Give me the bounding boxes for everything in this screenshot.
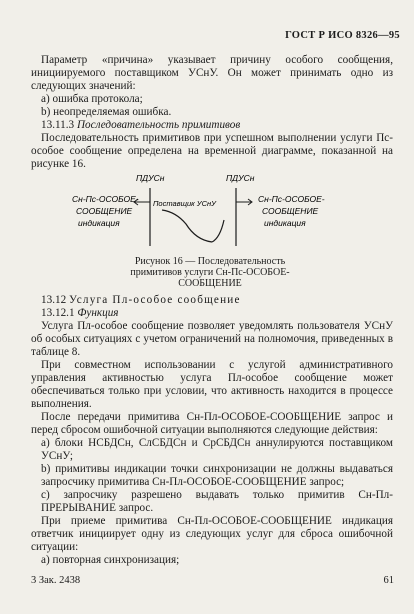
paragraph-primitive-sequence: Последовательность примитивов при успешном выполнении услуги Пс-особое сообщение определена на временной диаграмме, показанной на рисунке 16. [31,132,393,170]
list-item-resync: а) повторная синхронизация; [41,554,180,566]
section-title: Последовательность примитивов [76,119,241,131]
paragraph-after-request: После передачи примитива Сн-Пл-ОСОБОЕ-СООБЩЕНИЕ запрос и перед сбросом ошибочной ситуации выполняются следующие действия: [31,411,393,436]
tilde-curve [162,210,212,242]
standard-header: ГОСТ Р ИСО 8326—95 [285,30,400,41]
paragraph-activity-management: При совместном использовании с услугой административного управления активностью услуга Пл-особое сообщение может обеспечиваться только при условии, что активность находится в процессе выполнения. [31,359,393,410]
right-box-line-2: СООБЩЕНИЕ [262,206,319,216]
section-number: 13.11.3 [41,119,75,131]
left-box-line-2: СООБЩЕНИЕ [76,206,133,216]
list-item-sync-indication: b) примитивы индикации точки синхронизации не должны выдаваться запросчику примитива Сн-Пл-ОСОБОЕ-СООБЩЕНИЕ запрос; [41,463,393,488]
figure-16-caption [110,256,310,289]
center-provider-label: Поставщик УСнУ [153,199,216,208]
caption-line-1: Рисунок 16 — Последовательность [134,256,286,267]
tilde-curve-tail [212,220,224,242]
left-box-line-1: Сн-Пс-ОСОБОЕ- [72,194,139,204]
caption-line-2: примитивов услуги Сн-Пс-ОСОБОЕ- [130,267,290,278]
page-number: 61 [383,575,394,586]
subsection-number: 13.12.1 [41,307,75,319]
section-heading-13-11-3 [31,119,393,132]
right-box-line-1: Сн-Пс-ОСОБОЕ- [258,194,325,204]
text-block-upper [31,54,393,171]
list-item-protocol-error: а) ошибка протокола; [41,93,143,105]
left-box-line-3: индикация [78,218,120,228]
paragraph-service-function: Услуга Пл-особое сообщение позволяет уведомлять пользователя УСнУ об особых ситуациях с учетом ограничений на полномочия, приведенных в таблице 8. [31,320,393,358]
right-arrow [236,199,252,205]
text-block-lower [31,294,393,567]
list-item-interrupt-only: с) запросчику разрешено выдавать только примитив Сн-Пл-ПРЕРЫВАНИЕ запрос. [41,489,393,514]
list-item-undefined-error: b) неопределяемая ошибка. [41,106,172,118]
section-heading-13-12 [31,294,393,307]
left-top-label: ПДУСн [136,173,165,183]
list-item-blocks-cancelled: а) блоки НСБДСн, СлСБДСн и СрСБДСн аннулируются поставщиком УСнУ; [41,437,393,462]
figure-16-diagram [70,168,330,253]
caption-line-3: СООБЩЕНИЕ [178,278,242,289]
paragraph-on-receipt: При приеме примитива Сн-Пл-ОСОБОЕ-СООБЩЕНИЕ индикация ответчик инициирует одну из следующих услуг для сброса ошибочной ситуации: [31,515,393,553]
right-box-line-3: индикация [264,218,306,228]
paragraph-reason-parameter: Параметр «причина» указывает причину особого сообщения, инициируемого поставщиком УСнУ. Он может принимать одно из следующих значений: [31,54,393,92]
subsection-title: Функция [77,307,119,319]
section-heading-13-12-1 [31,307,393,320]
section-number: 13.12 [41,294,67,306]
print-order-footer: 3 Зак. 2438 [31,575,81,586]
section-title: Услуга Пл-особое сообщение [68,294,241,306]
right-top-label: ПДУСн [226,173,255,183]
